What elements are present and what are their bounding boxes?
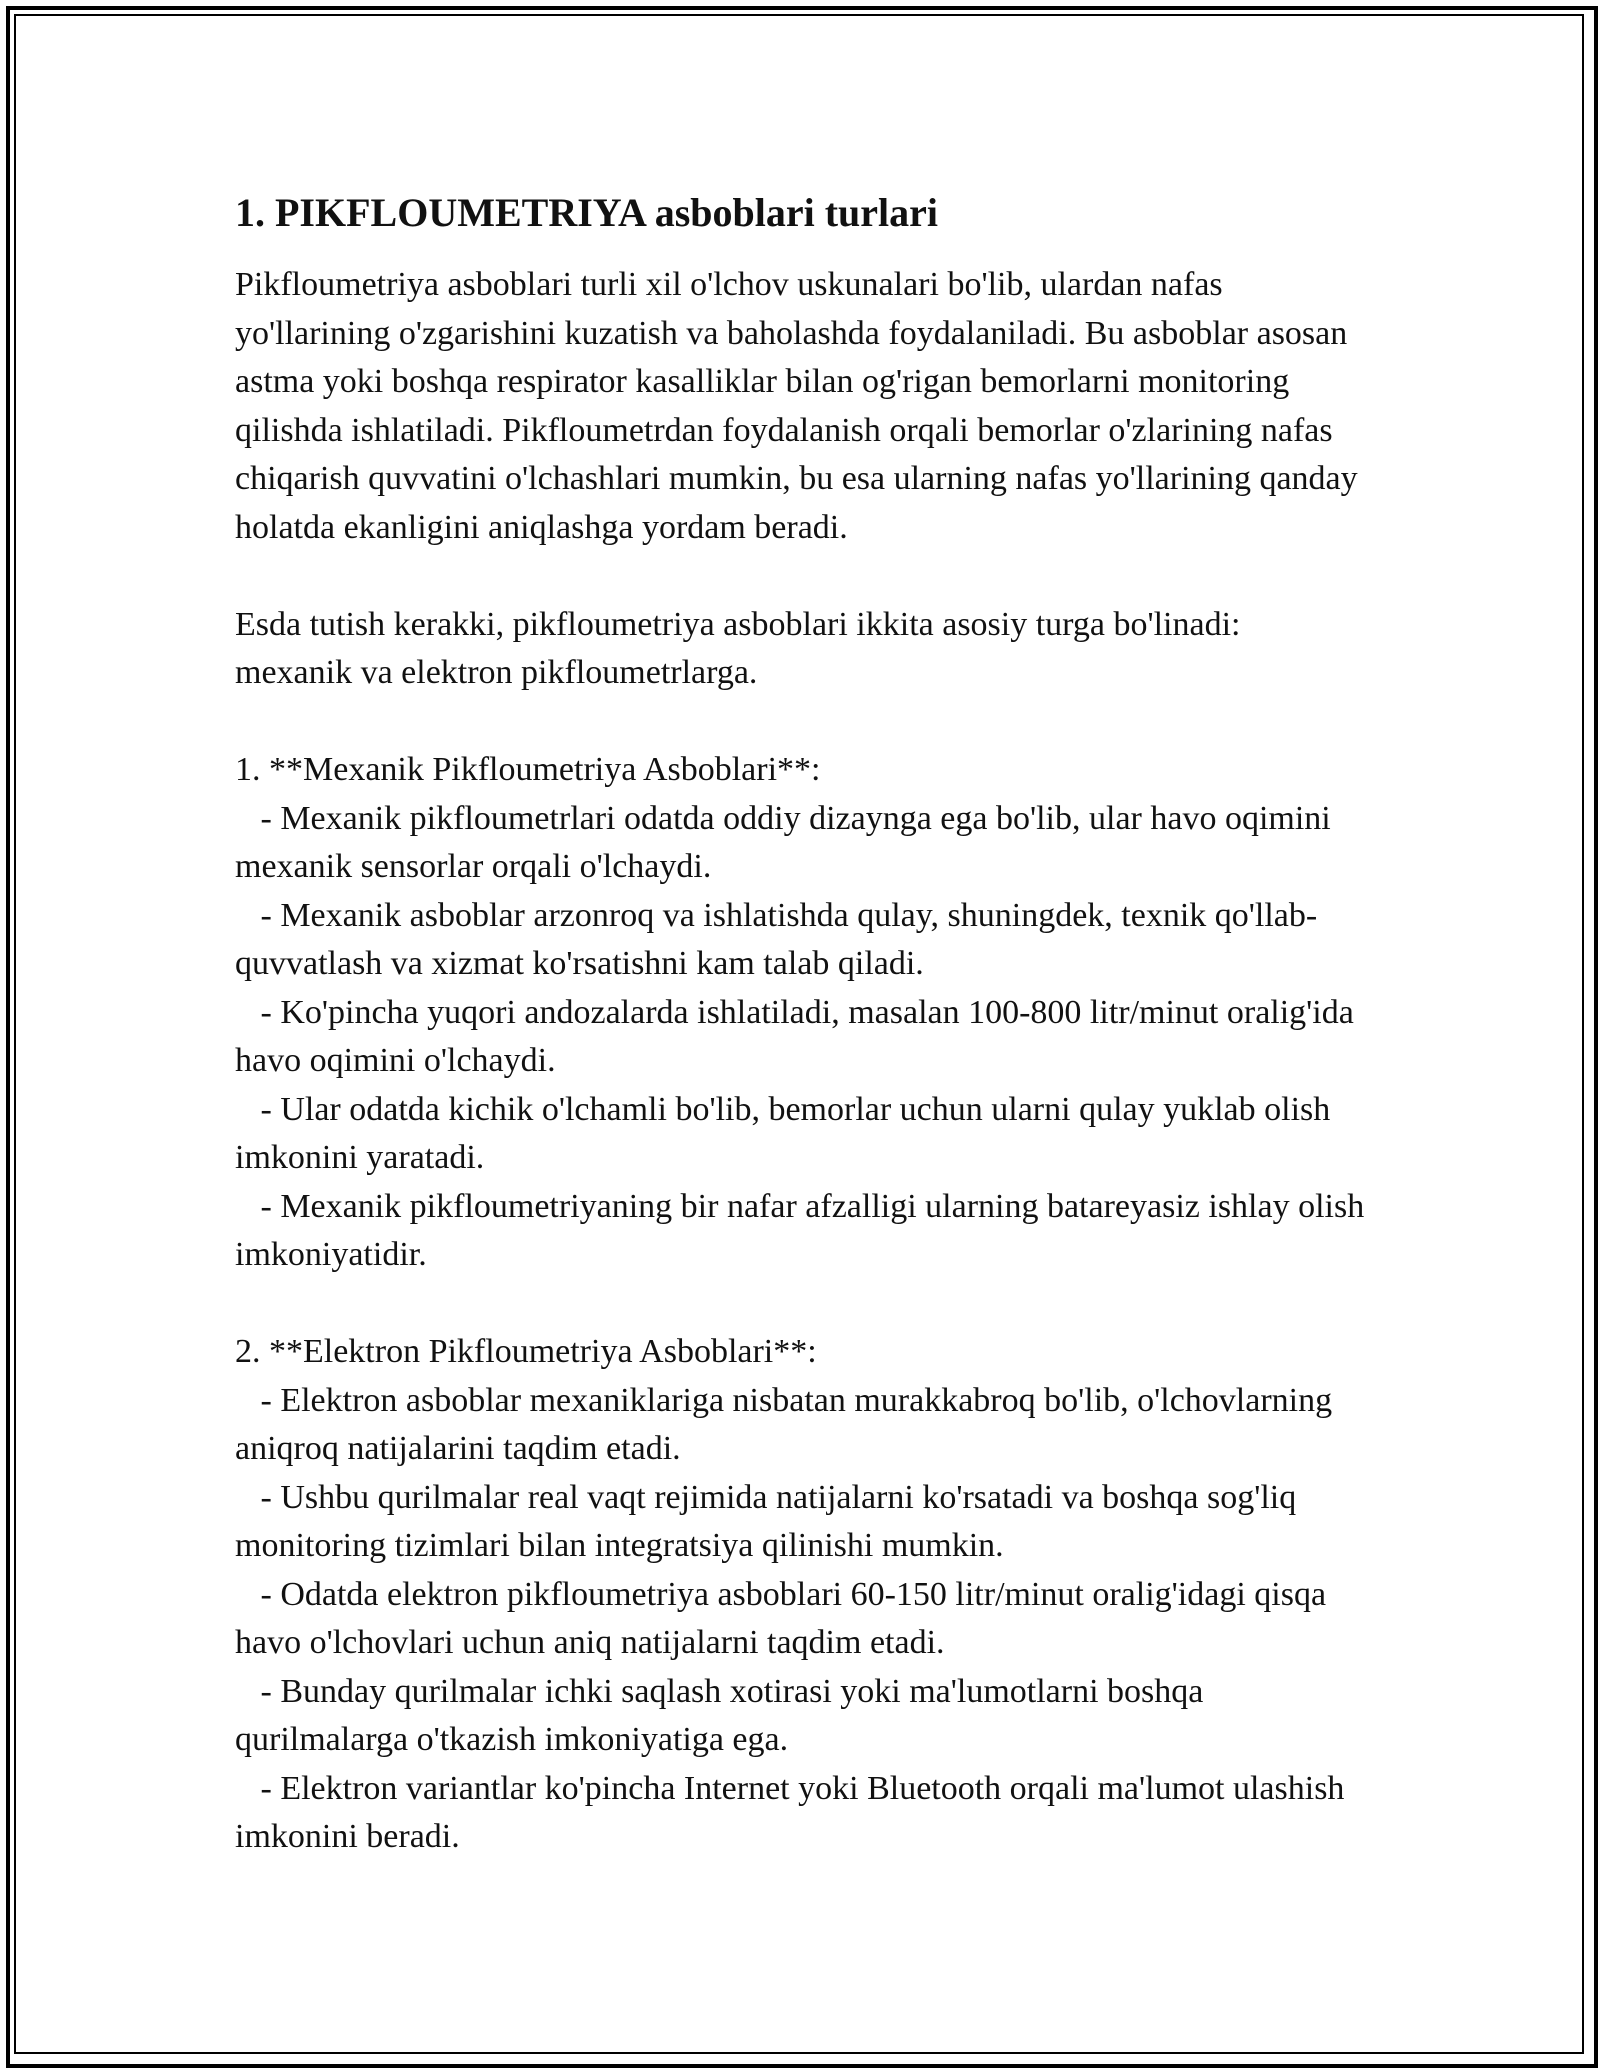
document-title: 1. PIKFLOUMETRIYA asboblari turlari (235, 190, 939, 235)
list-item: - Ushbu qurilmalar real vaqt rejimida natijalarni ko'rsatadi va boshqa sog'liq monitoring tizimlari bilan integratsiya qilinishi mumkin. (235, 1478, 1305, 1564)
section-electronic (235, 1328, 1365, 1862)
section-heading: 1. **Mexanik Pikfloumetriya Asboblari**: (235, 751, 821, 788)
list-item: - Elektron variantlar ko'pincha Internet yoki Bluetooth orqali ma'lumot ulashish imkonini beradi. (235, 1769, 1353, 1855)
list-item: - Mexanik asboblar arzonroq va ishlatishda qulay, shuningdek, texnik qo'llab-quvvatlash va xizmat ko'rsatishni kam talab qiladi. (235, 896, 1318, 982)
document-body (235, 185, 1373, 1862)
paragraph-spacer (235, 698, 1365, 747)
list-item: - Odatda elektron pikfloumetriya asboblari 60-150 litr/minut oralig'idagi qisqa havo o'lchovlari uchun aniq natijalarni taqdim etadi. (235, 1575, 1335, 1661)
list-item: - Elektron asboblar mexaniklariga nisbatan murakkabroq bo'lib, o'lchovlarning aniqroq natijalarini taqdim etadi. (235, 1381, 1341, 1467)
list-item: - Mexanik pikfloumetrlari odatda oddiy dizaynga ega bo'lib, ular havo oqimini mexanik sensorlar orqali o'lchaydi. (235, 799, 1340, 885)
section-heading: 2. **Elektron Pikfloumetriya Asboblari**: (235, 1333, 817, 1370)
list-item: - Mexanik pikfloumetriyaning bir nafar afzalligi ularning batareyasiz ishlay olish imkoniyatidir. (235, 1187, 1373, 1273)
paragraph-spacer (235, 1280, 1365, 1329)
section-mechanical (235, 746, 1373, 1280)
intro-paragraph: Pikfloumetriya asboblari turli xil o'lchov uskunalari bo'lib, ulardan nafas yo'llarining o'zgarishini kuzatish va baholashda foydalaniladi. Bu asboblar asosan astma yoki boshqa respirator kasalliklar bilan og'rigan bemorlarni monitoring qilishda ishlatiladi. Pikfloumetrdan foydalanish orqali bemorlar o'zlarining nafas chiqarish quvvatini o'lchashlari mumkin, bu esa ularning nafas yo'llarining qanday holatda ekanligini aniqlashga yordam beradi. (235, 266, 1358, 546)
list-item: - Ko'pincha yuqori andozalarda ishlatiladi, masalan 100-800 litr/minut oralig'ida havo oqimini o'lchaydi. (235, 993, 1363, 1079)
summary-paragraph: Esda tutish kerakki, pikfloumetriya asboblari ikkita asosiy turga bo'linadi: mexanik va elektron pikfloumetrlarga. (235, 605, 1241, 691)
list-item: - Bunday qurilmalar ichki saqlash xotirasi yoki ma'lumotlarni boshqa qurilmalarga o'tkazish imkoniyatiga ega. (235, 1672, 1212, 1758)
paragraph-spacer (235, 552, 1365, 601)
list-item: - Ular odatda kichik o'lchamli bo'lib, bemorlar uchun ularni qulay yuklab olish imkonini yaratadi. (235, 1090, 1339, 1176)
